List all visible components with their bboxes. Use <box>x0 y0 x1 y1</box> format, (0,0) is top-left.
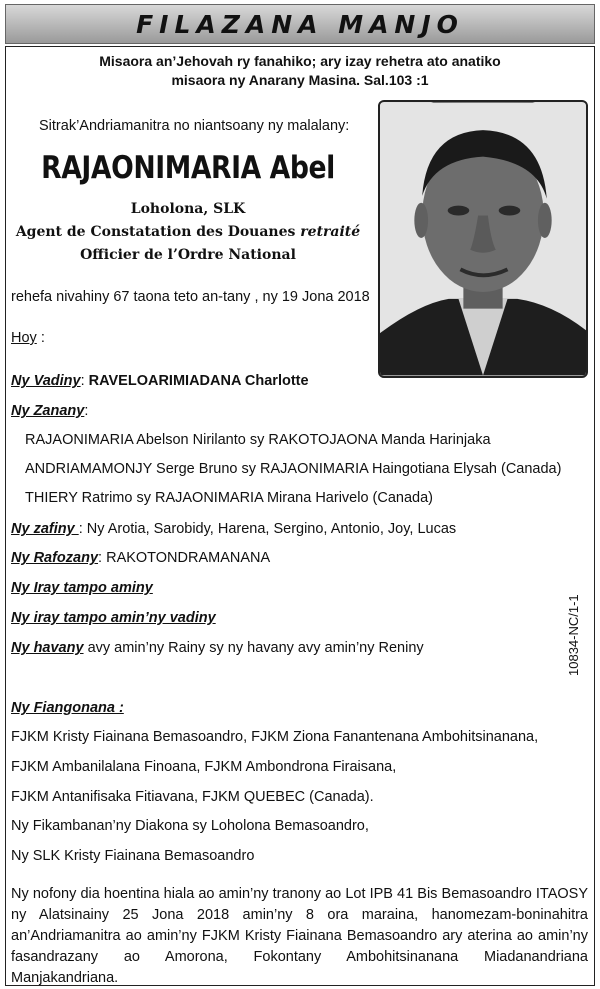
spouse-line <box>11 373 309 389</box>
notice-title: FILAZANA MANJO <box>136 9 464 39</box>
deceased-title-3: Officier de l’Ordre National <box>80 247 296 263</box>
churches-label: Ny Fiangonana : <box>11 700 124 716</box>
spouse-label: Ny Vadiny <box>11 373 81 389</box>
funeral-notice: Ny nofony dia hoentina hiala ao amin’ny tranony ao Lot IPB 41 Bis Bemasoandro ITAOSY ny Alatsinainy 25 Jona 2018 amin’ny 8 ora maraina, hanomezam-boninahitra an’Andriamanitra ao amin’ny FJKM Kristy Fiainana Bemasoandro ary aterina ao amin’ny fasandrazany ao Amorona, Fokontany Ambohitsinanana Miadanandriana Manjakandriana. <box>11 886 588 986</box>
intro-text: Sitrak’Andriamanitra no niantsoany ny malalany: <box>39 118 350 134</box>
portrait-image <box>380 102 586 376</box>
siblings-line <box>11 580 153 596</box>
bible-verse <box>0 52 600 90</box>
notice-header <box>5 4 595 44</box>
grandchildren-label: Ny zafiny <box>11 521 79 537</box>
hoy-line <box>11 330 45 346</box>
deceased-title-1: Loholona, SLK <box>130 201 246 217</box>
in-laws-label: Ny Rafozany <box>11 550 99 566</box>
grandchildren-line <box>11 521 456 537</box>
spouse-siblings-label: Ny iray tampo amin’ny vadiny <box>11 610 216 626</box>
siblings-label: Ny Iray tampo aminy <box>11 580 153 596</box>
child-line-1: RAJAONIMARIA Abelson Nirilanto sy RAKOTOJAONA Manda Harinjaka <box>25 432 491 448</box>
in-laws-line <box>11 550 270 566</box>
verse-line-1: Misaora an’Jehovah ry fanahiko; ary izay rehetra ato anatiko <box>99 53 501 69</box>
church-line-2: FJKM Ambanilalana Finoana, FJKM Ambondrona Firaisana, <box>11 759 397 775</box>
children-heading <box>11 403 88 419</box>
title-2-main: Agent de Constatation des Douanes <box>15 224 301 240</box>
hoy-suffix: : <box>36 330 45 346</box>
relatives-text: avy amin’ny Rainy sy ny havany avy amin’ny Reniny <box>83 640 424 656</box>
hoy-label: Hoy <box>11 330 37 346</box>
verse-line-2: misaora ny Anarany Masina. Sal.103 :1 <box>171 72 429 88</box>
church-line-4: Ny Fikambanan’ny Diakona sy Loholona Bemasoandro, <box>11 818 369 834</box>
deceased-portrait <box>378 100 588 378</box>
in-laws-sep: : <box>98 550 107 566</box>
in-laws-name: RAKOTONDRAMANANA <box>106 550 271 566</box>
title-2-italic: retraité <box>300 224 361 240</box>
children-sep: : <box>84 403 89 419</box>
spouse-sep: : <box>80 373 89 389</box>
child-line-2: ANDRIAMAMONJY Serge Bruno sy RAJAONIMARIA Haingotiana Elysah (Canada) <box>25 461 562 477</box>
relatives-line <box>11 640 424 656</box>
child-line-3: THIERY Ratrimo sy RAJAONIMARIA Mirana Harivelo (Canada) <box>25 490 433 506</box>
grandchildren-names: Ny Arotia, Sarobidy, Harena, Sergino, Antonio, Joy, Lucas <box>86 521 457 537</box>
reference-code: 10834-NC/1-1 <box>566 594 581 676</box>
relatives-label: Ny havany <box>11 640 84 656</box>
age-date-line: rehefa nivahiny 67 taona teto an-tany , ny 19 Jona 2018 <box>11 289 370 305</box>
deceased-title-2 <box>0 224 376 240</box>
church-line-1: FJKM Kristy Fiainana Bemasoandro, FJKM Ziona Fanantenana Ambohitsinanana, <box>11 729 539 745</box>
churches-heading <box>11 700 124 716</box>
grandchildren-sep: : <box>78 521 87 537</box>
spouse-name: RAVELOARIMIADANA Charlotte <box>88 373 309 389</box>
church-line-3: FJKM Antanifisaka Fitiavana, FJKM QUEBEC (Canada). <box>11 789 374 805</box>
deceased-name: RAJAONIMARIA Abel <box>41 150 335 186</box>
church-line-5: Ny SLK Kristy Fiainana Bemasoandro <box>11 848 255 864</box>
spouse-siblings-line <box>11 610 216 626</box>
children-label: Ny Zanany <box>11 403 85 419</box>
